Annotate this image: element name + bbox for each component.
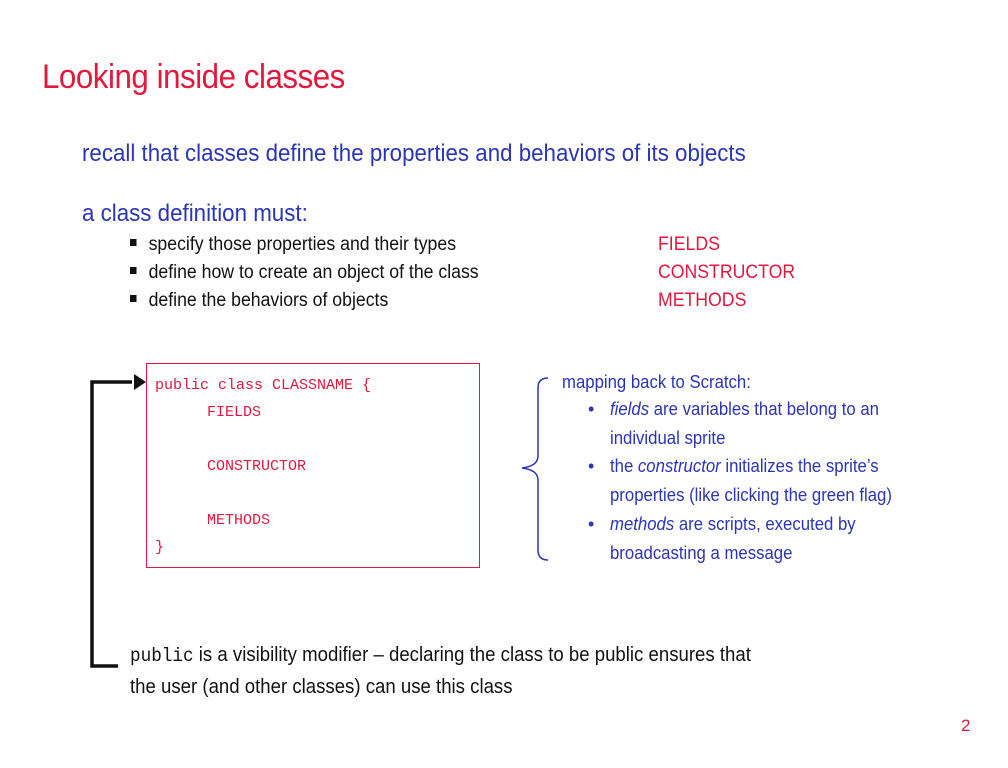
mapping-item-constructor-cont: properties (like clicking the green flag)	[610, 485, 892, 505]
page-number: 2	[961, 716, 971, 735]
bullet-item	[130, 290, 388, 312]
code-line-constructor: CONSTRUCTOR	[207, 458, 307, 475]
bullet-tag-constructor: CONSTRUCTOR	[658, 262, 796, 283]
code-line-close: }	[155, 539, 165, 556]
bracket-arrow-icon	[80, 364, 150, 674]
code-line-class: public class CLASSNAME {	[155, 377, 372, 394]
slide-title: Looking inside classes	[42, 58, 345, 96]
public-keyword: public	[130, 645, 194, 667]
square-bullet-icon	[130, 295, 137, 302]
mapping-item-methods-cont: broadcasting a message	[610, 543, 793, 563]
visibility-note: public is a visibility modifier – declaring the class to be public ensures that	[130, 644, 751, 667]
bullet-text: define how to create an object of the class	[148, 262, 479, 283]
bullet-dot-icon: •	[588, 514, 595, 534]
bullet-tag-fields: FIELDS	[658, 234, 720, 255]
bullet-text: define the behaviors of objects	[148, 290, 389, 311]
code-line-methods: METHODS	[207, 512, 271, 529]
bullet-item	[130, 262, 479, 284]
bullet-dot-icon: •	[588, 399, 595, 419]
curly-brace-icon	[512, 370, 557, 570]
lead-statement: recall that classes define the properties and behaviors of its objects	[82, 140, 746, 167]
bullet-text: specify those properties and their types	[148, 234, 457, 255]
mapping-heading: mapping back to Scratch:	[562, 372, 751, 392]
bullet-dot-icon: •	[588, 456, 595, 476]
mapping-item-methods: methods are scripts, executed by	[610, 514, 856, 534]
mapping-item-fields: fields are variables that belong to an	[610, 399, 879, 419]
visibility-note-cont: the user (and other classes) can use this class	[130, 676, 513, 698]
mapping-item-constructor: the constructor initializes the sprite’s	[610, 456, 879, 476]
bullet-item	[130, 234, 456, 256]
code-line-fields: FIELDS	[207, 404, 262, 421]
bullet-tag-methods: METHODS	[658, 290, 747, 311]
mapping-item-fields-cont: individual sprite	[610, 428, 726, 448]
square-bullet-icon	[130, 239, 137, 246]
square-bullet-icon	[130, 267, 137, 274]
class-definition-heading: a class definition must:	[82, 200, 308, 227]
